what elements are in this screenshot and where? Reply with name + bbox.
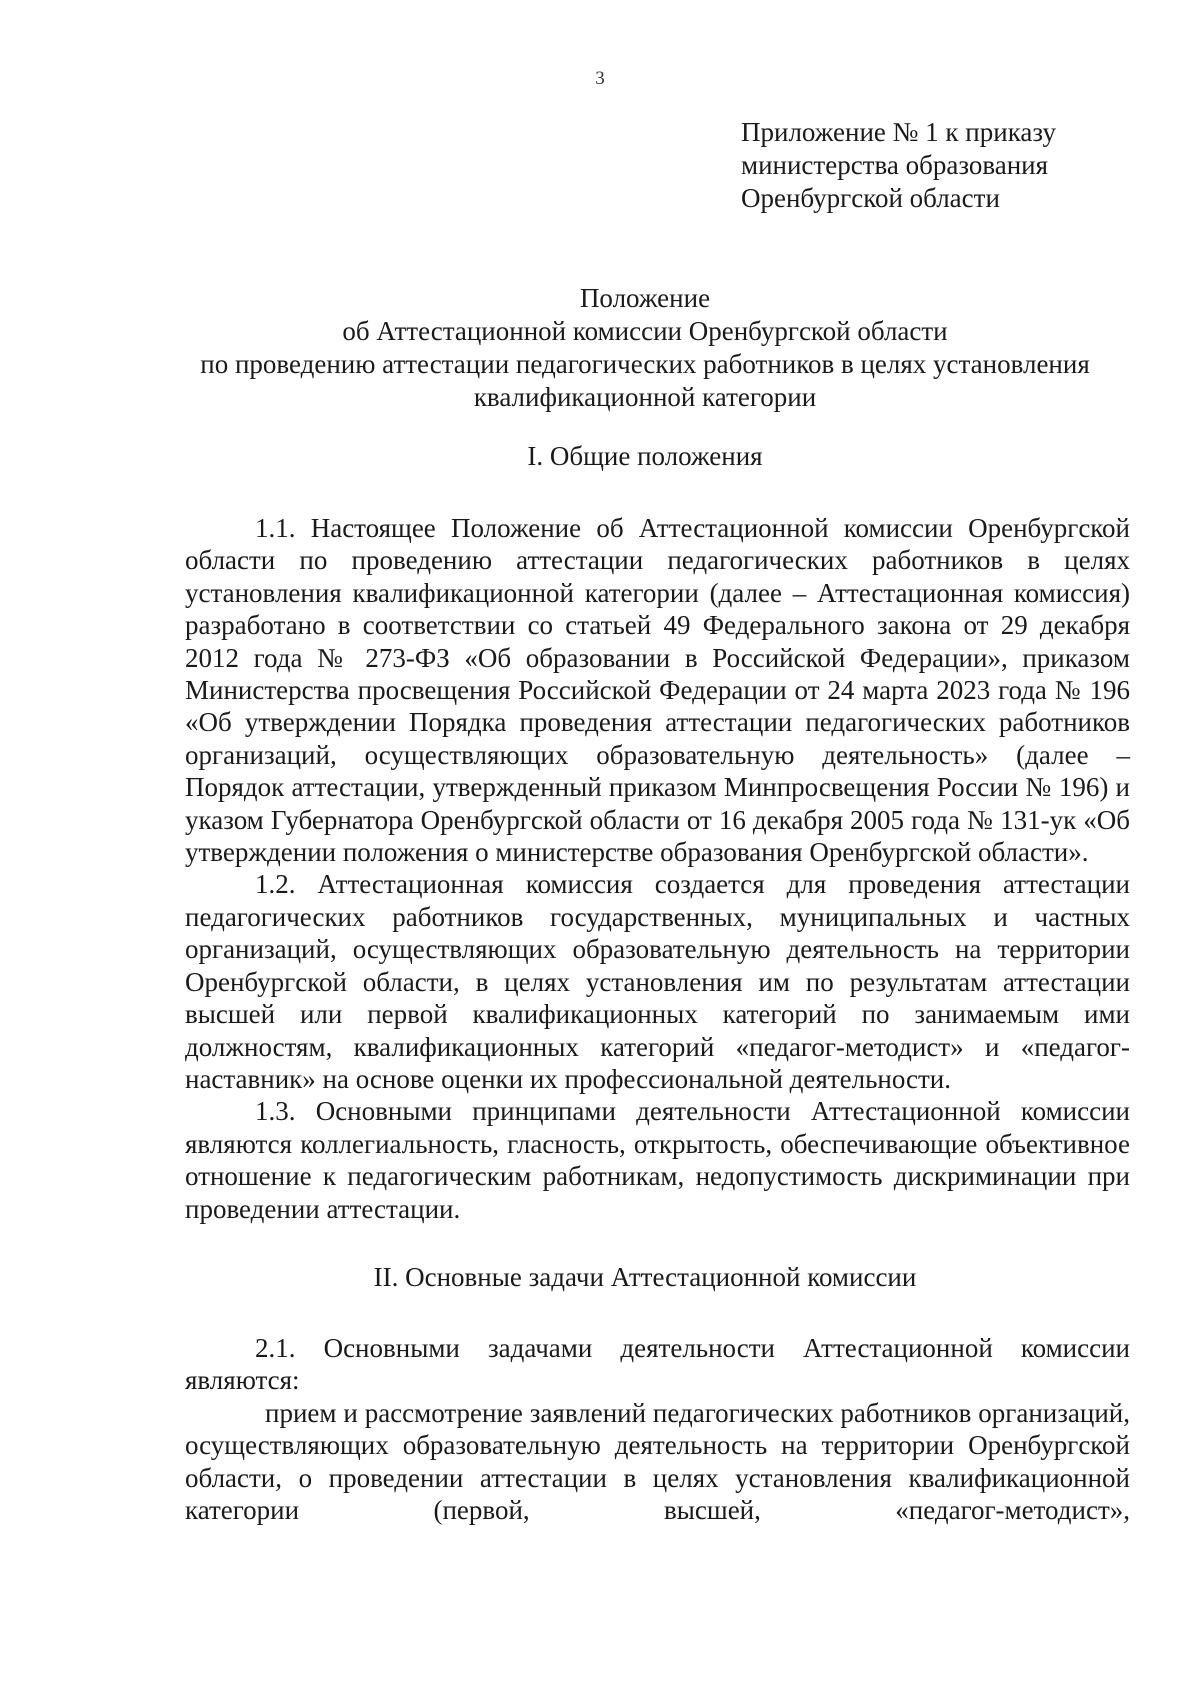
section-heading-2: II. Основные задачи Аттестационной комиссии: [373, 1262, 917, 1292]
paragraph-2-1: 2.1. Основными задачами деятельности Аттестационной комиссии являются:: [185, 1333, 1130, 1396]
paragraph-1-2: 1.2. Аттестационная комиссия создается для проведения аттестации педагогических работников государственных, муниципальных и частных организаций, осуществляющих образовательную деятельность на территории Оренбургской области, в целях установления им по результатам аттестации высшей или первой квалификационных категорий по занимаемым ими должностям, квалификационных категорий «педагог-методист» и «педагог-наставник» на основе оценки их профессиональной деятельности.: [185, 869, 1130, 1094]
title-line: Положение: [579, 283, 711, 313]
paragraph-1-3: 1.3. Основными принципами деятельности Аттестационной комиссии являются коллегиальность, гласность, открытость, обеспечивающие объективное отношение к педагогическим работникам, недопустимость дискриминации при проведении аттестации.: [185, 1096, 1130, 1224]
page-number: 3: [595, 68, 605, 89]
section-2-body: [185, 1332, 1130, 1526]
section-1-body: [185, 512, 1130, 1225]
document-title: [150, 282, 1140, 414]
title-line: квалификационной категории: [473, 382, 817, 412]
appendix-line: Приложение № 1 к приказу: [741, 117, 1056, 147]
section-heading-1: I. Общие положения: [527, 441, 763, 471]
paragraph-1-1: 1.1. Настоящее Положение об Аттестационной комиссии Оренбургской области по проведению аттестации педагогических работников в целях установления квалификационной категории (далее – Аттестационная комиссия) разработано в соответствии со статьей 49 Федерального закона от 29 декабря 2012 года № 273-ФЗ «Об образовании в Российской Федерации», приказом Министерства просвещения Российской Федерации от 24 марта 2023 года № 196 «Об утверждении Порядка проведения аттестации педагогических работников организаций, осуществляющих образовательную деятельность» (далее – Порядок аттестации, утвержденный приказом Минпросвещения России № 196) и указом Губернатора Оренбургской области от 16 декабря 2005 года № 131-ук «Об утверждении положения о министерстве образования Оренбургской области».: [185, 513, 1130, 868]
appendix-line: Оренбургской области: [741, 183, 1000, 213]
title-line: по проведению аттестации педагогических работников в целях установления: [200, 349, 1090, 379]
appendix-line: министерства образования: [741, 150, 1049, 180]
appendix-note: [741, 116, 1056, 215]
title-line: об Аттестационной комиссии Оренбургской области: [342, 316, 948, 346]
paragraph-2-1-item: прием и рассмотрение заявлений педагогических работников организаций, осуществляющих образовательную деятельность на территории Оренбургской области, о проведении аттестации в целях установления квалификационной категории (первой, высшей, «педагог-методист»,: [185, 1397, 1130, 1526]
